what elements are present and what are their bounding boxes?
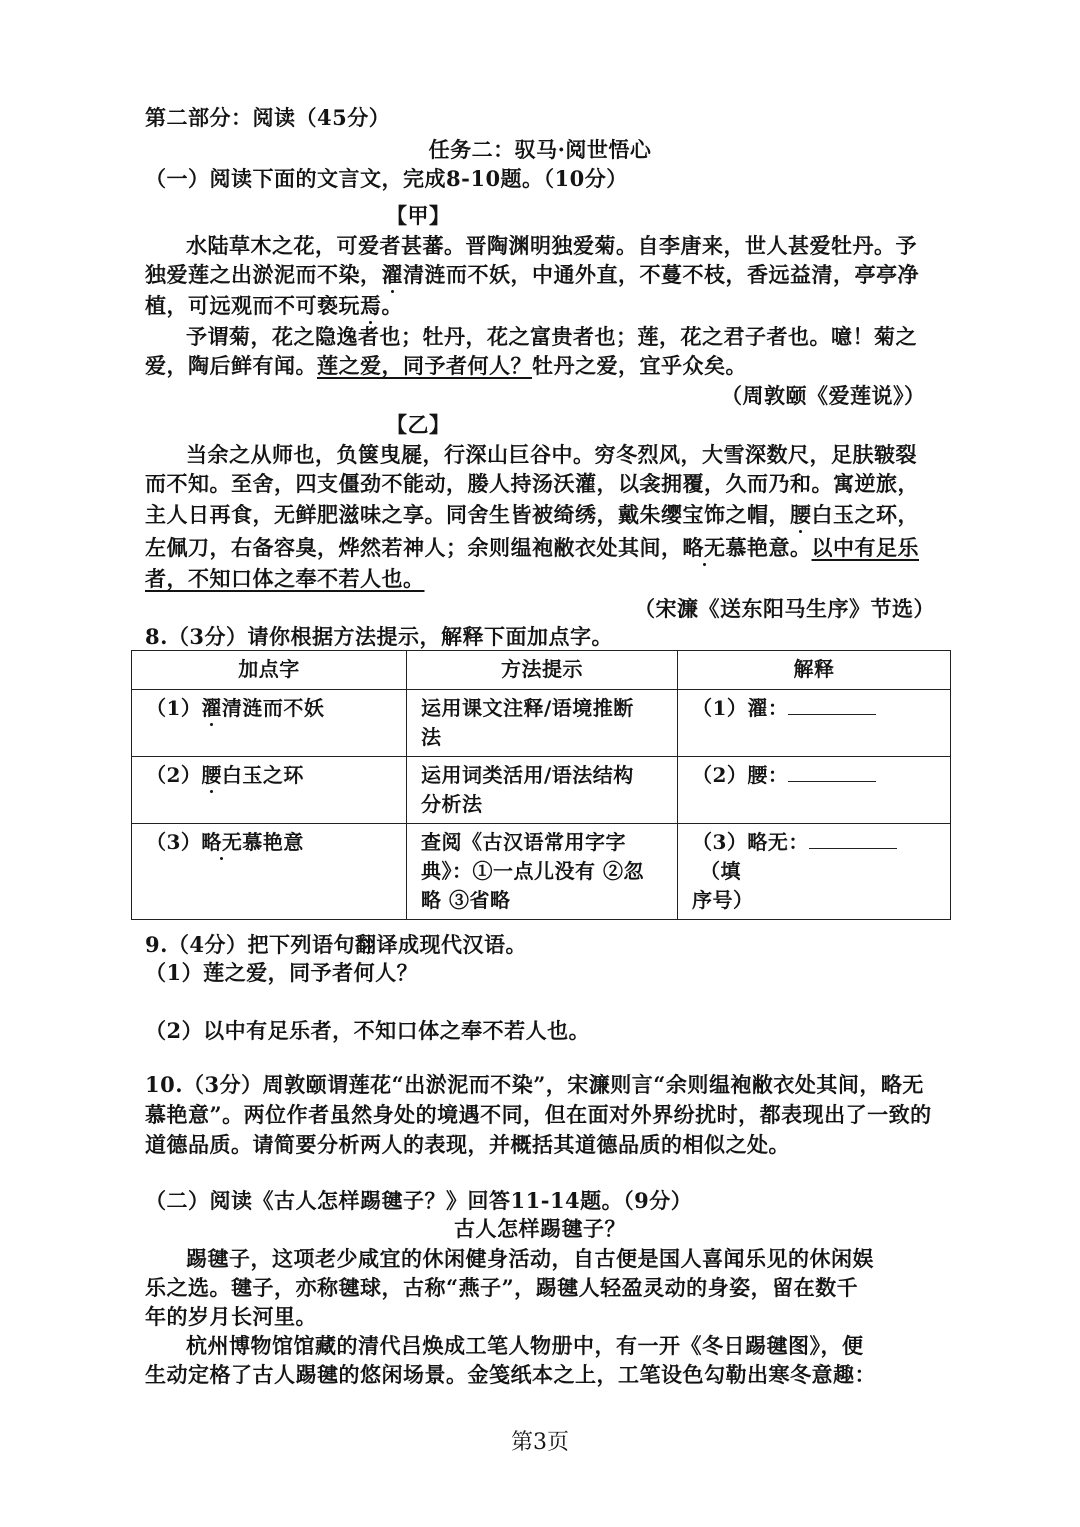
part2-line-2: 乐之选。毽子，亦称毽球，古称“燕子”，踢毽人轻盈灵动的身姿，留在数千 <box>145 1275 859 1300</box>
q9-item2: （2）以中有足乐者，不知口体之奉不若人也。 <box>145 1018 591 1043</box>
dotted-char: 濯 <box>201 696 222 720</box>
task-title: 任务二：驭马·阅世悟心 <box>428 137 652 162</box>
q9-prompt: 9.（4分）把下列语句翻译成现代汉语。 <box>145 932 528 957</box>
jia-line-5-a: 爱，陶后鲜有闻。 <box>145 353 317 378</box>
dotted-char-yan: 焉 <box>360 293 382 318</box>
table-row <box>132 690 951 757</box>
q8-table <box>131 650 951 920</box>
q8-prompt: 8.（3分）请你根据方法提示，解释下面加点字。 <box>145 624 614 649</box>
q10-line-2: 慕艳意”。两位作者虽然身处的境遇不同，但在面对外界纷扰时，都表现出了一致的 <box>145 1102 932 1127</box>
jia-line-3-b: 。 <box>381 293 403 318</box>
hint-line: 法 <box>421 725 442 749</box>
jia-line-3 <box>145 291 403 321</box>
yi-underlined-sentence-a: 以中有足乐 <box>811 535 919 560</box>
row-number: （1） <box>146 696 202 720</box>
page-number: 第3页 <box>511 1430 569 1455</box>
q10-line-1: 10.（3分）周敦颐谓莲花“出淤泥而不染”，宋濂则言“余则缊袍敝衣处其间，略无 <box>145 1072 924 1097</box>
jia-line-5-b: 牡丹之爱，宜乎众矣。 <box>532 353 747 378</box>
phrase-rest: 慕艳意 <box>242 830 304 854</box>
q8-row2-char <box>132 757 407 824</box>
q8-table-header-row <box>132 651 951 690</box>
part2-line-1: 踢毽子，这项老少咸宜的休闲健身活动，自古便是国人喜闻乐见的休闲娱 <box>186 1246 874 1271</box>
part2-title: 古人怎样踢毽子？ <box>454 1216 626 1241</box>
part1-heading: （一）阅读下面的文言文，完成8-10题。（10分） <box>145 166 628 191</box>
phrase-rest: 清涟而不妖 <box>221 696 325 720</box>
part2-line-3: 年的岁月长河里。 <box>145 1304 317 1329</box>
q8-row1-hint <box>407 690 678 757</box>
answer-label: （2）腰： <box>692 763 789 787</box>
q8-header-explain: 解释 <box>678 651 951 690</box>
part2-heading: （二）阅读《古人怎样踢毽子？》回答11-14题。（9分） <box>145 1188 693 1213</box>
dotted-char: 略无 <box>201 830 243 854</box>
hint-line: 典》：①一点儿没有 ②忽 <box>421 859 644 883</box>
yi-line-3-a: 主人日再食，无鲜肥滋味之享。同舍生皆被绮绣，戴朱缨宝饰之帽， <box>145 502 790 527</box>
jia-line-5 <box>145 351 747 381</box>
q8-row3-char <box>132 824 407 920</box>
answer-blank-1[interactable] <box>788 696 876 715</box>
table-row <box>132 757 951 824</box>
answer-blank-2[interactable] <box>788 763 876 782</box>
yi-label: 【乙】 <box>386 412 451 437</box>
jia-source: （周敦颐《爱莲说》） <box>721 383 926 408</box>
jia-line-1: 水陆草木之花，可爱者甚蕃。晋陶渊明独爱菊。自李唐来，世人甚爱牡丹。予 <box>186 233 917 258</box>
table-row <box>132 824 951 920</box>
jia-label: 【甲】 <box>386 203 451 228</box>
answer-blank-3[interactable] <box>809 830 897 849</box>
jia-underlined-sentence: 莲之爱，同予者何人？ <box>317 353 532 378</box>
yi-line-1: 当余之从师也，负箧曳屣，行深山巨谷中。穷冬烈风，大雪深数尺，足肤皲裂 <box>186 442 917 467</box>
q8-row3-hint <box>407 824 678 920</box>
yi-source: （宋濂《送东阳马生序》节选） <box>634 596 935 621</box>
yi-line-3 <box>145 500 919 530</box>
yi-underlined-sentence-b: 者，不知口体之奉不若人也。 <box>145 566 425 591</box>
jia-line-2-b: 清涟而不妖，中通外直，不蔓不枝，香远益清，亭亭净 <box>403 262 919 287</box>
yi-line-3-b: 白玉之环， <box>811 502 919 527</box>
part2-line-4: 杭州博物馆馆藏的清代吕焕成工笔人物册中，有一开《冬日踢毽图》，便 <box>186 1333 864 1358</box>
dotted-chars-lüewu: 略无 <box>682 535 726 560</box>
part2-line-5: 生动定格了古人踢毽的悠闲场景。金笺纸本之上，工笔设色勾勒出寒冬意趣： <box>145 1362 876 1387</box>
answer-line2: 序号） <box>692 888 754 912</box>
hint-line: 运用词类活用/语法结构 <box>421 763 634 787</box>
q10-line-3: 道德品质。请简要分析两人的表现，并概括其道德品质的相似之处。 <box>145 1132 790 1157</box>
answer-label: （3）略无： <box>692 830 809 854</box>
hint-line: 运用课文注释/语境推断 <box>421 696 634 720</box>
jia-line-3-a: 植，可远观而不可亵玩 <box>145 293 360 318</box>
row-number: （2） <box>146 763 202 787</box>
yi-line-5 <box>145 564 425 594</box>
q8-row1-answer <box>678 690 951 757</box>
q9-item1: （1）莲之爱，同予者何人？ <box>145 960 419 985</box>
q8-row2-hint <box>407 757 678 824</box>
q8-header-method: 方法提示 <box>407 651 678 690</box>
answer-suffix: （填 <box>700 859 741 883</box>
section-header: 第二部分：阅读（45分） <box>145 105 391 130</box>
hint-line: 略 ③省略 <box>421 888 511 912</box>
row-number: （3） <box>146 830 202 854</box>
yi-line-4 <box>145 533 919 563</box>
dotted-char-zhuo: 濯 <box>381 262 403 287</box>
phrase-rest: 白玉之环 <box>221 763 304 787</box>
jia-line-4: 予谓菊，花之隐逸者也；牡丹，花之富贵者也；莲，花之君子者也。噫！菊之 <box>186 324 917 349</box>
jia-line-2 <box>145 260 919 290</box>
q8-row2-answer <box>678 757 951 824</box>
answer-label: （1）濯： <box>692 696 789 720</box>
q8-header-char: 加点字 <box>132 651 407 690</box>
yi-line-2: 而不知。至舍，四支僵劲不能动，媵人持汤沃灌，以衾拥覆，久而乃和。寓逆旅， <box>145 471 919 496</box>
yi-line-4-a: 左佩刀，右备容臭，烨然若神人；余则缊袍敝衣处其间， <box>145 535 683 560</box>
hint-line: 分析法 <box>421 792 483 816</box>
dotted-char: 腰 <box>201 763 222 787</box>
hint-line: 查阅《古汉语常用字字 <box>421 830 626 854</box>
q8-row1-char <box>132 690 407 757</box>
yi-line-4-b: 慕艳意。 <box>725 535 812 560</box>
dotted-char-yao: 腰 <box>790 502 812 527</box>
jia-line-2-a: 独爱莲之出淤泥而不染， <box>145 262 382 287</box>
q8-row3-answer <box>678 824 951 920</box>
